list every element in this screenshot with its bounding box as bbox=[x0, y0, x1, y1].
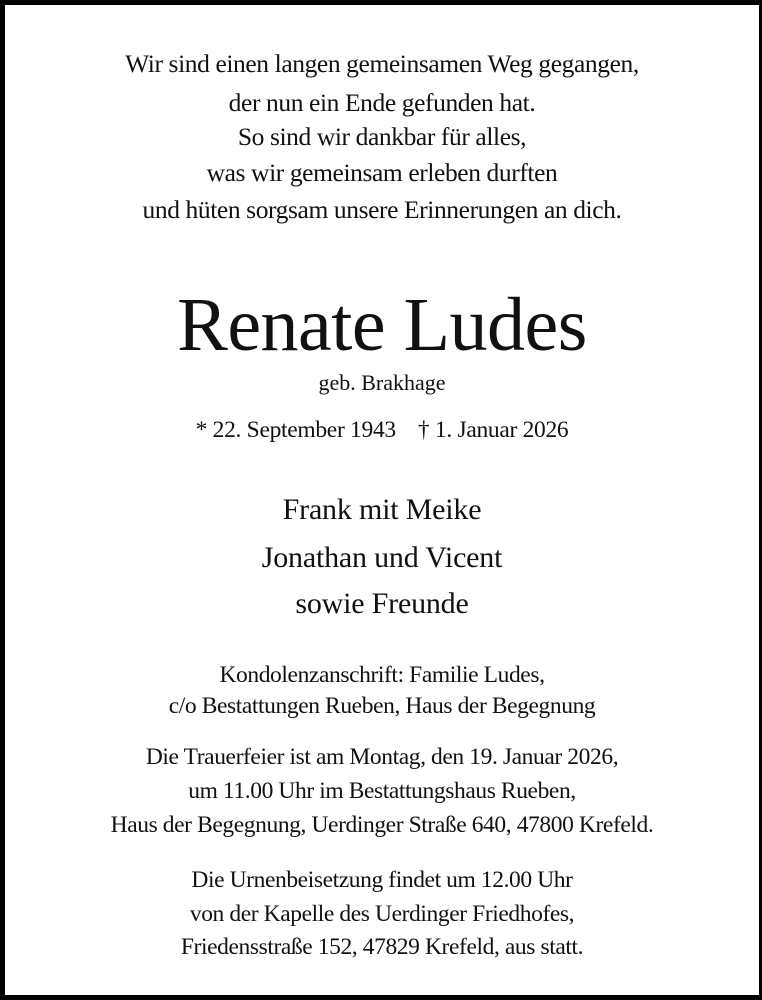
poem-line: was wir gemeinsam erleben durften bbox=[206, 158, 558, 187]
maiden-name: geb. Brakhage bbox=[318, 370, 446, 395]
condolence-line: Kondolenzanschrift: Familie Ludes, bbox=[219, 662, 545, 688]
urn-burial-line: Die Urnenbeisetzung findet um 12.00 Uhr bbox=[191, 867, 573, 893]
urn-burial-line: Friedensstraße 152, 47829 Krefeld, aus statt. bbox=[180, 934, 584, 960]
poem-line: So sind wir dankbar für alles, bbox=[237, 122, 527, 151]
poem-line: und hüten sorgsam unsere Erinnerungen an dich. bbox=[142, 195, 622, 224]
funeral-line: Haus der Begegnung, Uerdinger Straße 640, 47800 Krefeld. bbox=[110, 812, 654, 838]
poem-line: Wir sind einen langen gemeinsamen Weg gegangen, bbox=[125, 49, 639, 78]
mourner-line: Frank mit Meike bbox=[282, 493, 482, 526]
mourner-line: sowie Freunde bbox=[295, 587, 469, 620]
birth-date: * 22. September 1943 bbox=[195, 417, 396, 443]
deceased-name: Renate Ludes bbox=[177, 283, 587, 367]
life-dates bbox=[5, 417, 759, 444]
funeral-line: Die Trauerfeier ist am Montag, den 19. Januar 2026, bbox=[145, 744, 619, 770]
poem-line: der nun ein Ende gefunden hat. bbox=[228, 88, 536, 117]
condolence-line: c/o Bestattungen Rueben, Haus der Begegnung bbox=[168, 693, 596, 719]
urn-burial-line: von der Kapelle des Uerdinger Friedhofes, bbox=[189, 901, 575, 927]
funeral-line: um 11.00 Uhr im Bestattungshaus Rueben, bbox=[188, 778, 576, 804]
mourner-line: Jonathan und Vicent bbox=[261, 541, 503, 574]
death-date: † 1. Januar 2026 bbox=[417, 417, 569, 443]
